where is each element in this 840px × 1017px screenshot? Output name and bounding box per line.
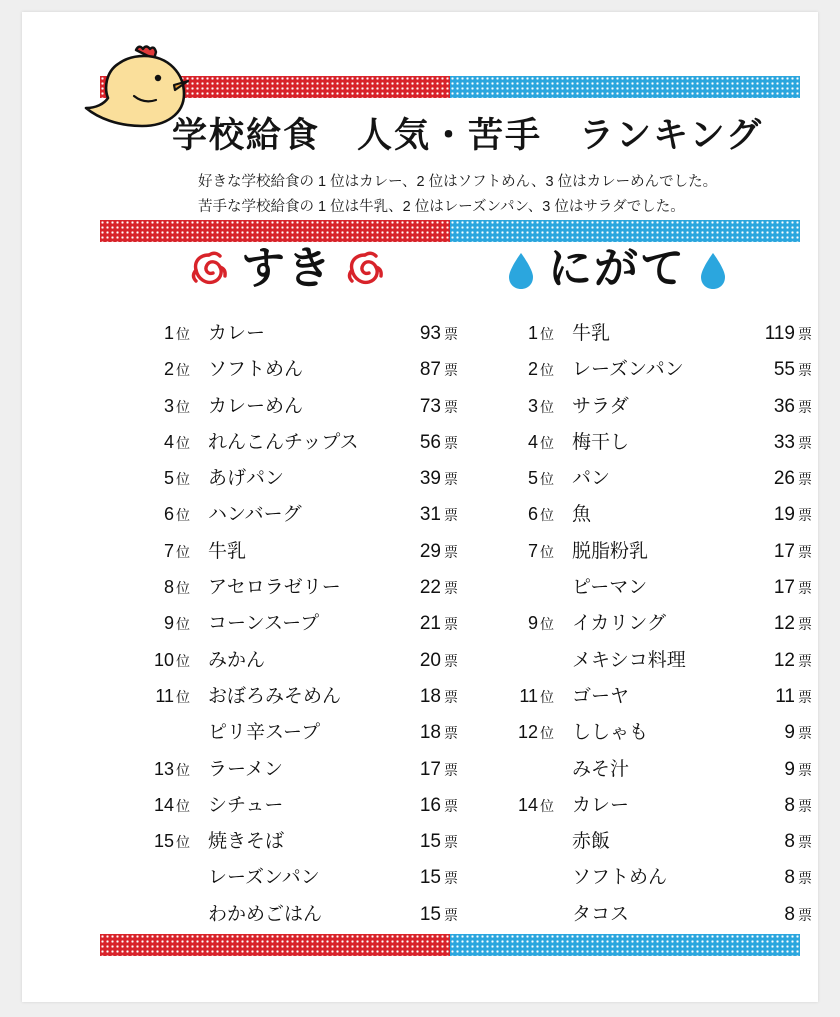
ranking-position-unit: 位	[176, 507, 190, 524]
menu-item-name: タコス	[572, 903, 630, 925]
vote-count-number: 26	[773, 468, 795, 490]
vote-count-number: 22	[419, 577, 441, 599]
ranking-row	[118, 608, 458, 644]
vote-count-number: 20	[419, 649, 441, 671]
vote-count-unit: 票	[798, 471, 812, 488]
menu-item-name: 焼きそば	[208, 831, 285, 853]
disliked-heading-text: にがて	[548, 244, 686, 293]
ranking-row	[118, 862, 458, 898]
vote-count	[372, 867, 458, 889]
menu-item-name: 牛乳	[208, 540, 247, 562]
ranking-position-unit: 位	[540, 507, 554, 524]
vote-count	[372, 504, 458, 526]
vote-count-number: 11	[775, 685, 795, 707]
vote-count-number: 21	[419, 613, 441, 635]
ranking-position	[118, 541, 190, 562]
ranking-position-number: 13	[153, 758, 174, 779]
ranking-position-number: 4	[527, 431, 538, 452]
ranking-position-unit: 位	[176, 652, 190, 669]
ranking-position-unit: 位	[176, 580, 190, 597]
ranking-position	[118, 359, 190, 380]
vote-count-number: 29	[419, 540, 441, 562]
ranking-position	[118, 686, 190, 707]
menu-item-name: コーンスープ	[208, 613, 320, 635]
ranking-position-number: 3	[527, 395, 538, 416]
vote-count-unit: 票	[798, 834, 812, 851]
vote-count	[726, 504, 812, 526]
poster-page	[22, 12, 818, 1002]
vote-count-unit: 票	[798, 725, 812, 742]
ranking-position-unit: 位	[176, 398, 190, 415]
water-drop-icon	[506, 247, 536, 291]
menu-item-name: 脱脂粉乳	[572, 540, 649, 562]
vote-count-number: 55	[773, 359, 795, 381]
bottom-bar-row	[100, 934, 800, 956]
ranking-position	[482, 795, 554, 816]
ranking-row	[482, 463, 812, 499]
menu-item-name: イカリング	[572, 613, 667, 635]
vote-count	[726, 577, 812, 599]
ranking-position	[482, 468, 554, 489]
ranking-position-unit: 位	[540, 326, 554, 342]
menu-item-name: あげパン	[208, 468, 285, 490]
lead-line-2: 苦手な学校給食の 1 位は牛乳、2 位はレーズンパン、3 位はサラダでした。	[198, 199, 685, 216]
vote-count-unit: 票	[444, 507, 458, 524]
vote-count-number: 19	[773, 504, 795, 526]
vote-count	[372, 323, 458, 345]
ranking-position-unit: 位	[540, 362, 554, 379]
ranking-position-number: 2	[163, 359, 174, 380]
ranking-position	[118, 795, 190, 816]
ranking-position-number: 2	[527, 359, 538, 380]
ranking-position-number: 15	[153, 831, 174, 852]
vote-count-unit: 票	[444, 725, 458, 742]
vote-count	[372, 686, 458, 708]
ranking-row	[118, 645, 458, 681]
vote-count-number: 15	[419, 831, 441, 853]
vote-count-unit: 票	[444, 834, 458, 851]
menu-item-name: おぼろみそめん	[208, 685, 342, 707]
vote-count-number: 15	[419, 903, 441, 925]
ranking-position	[482, 613, 554, 634]
vote-count	[372, 396, 458, 418]
ranking-position-number: 7	[527, 540, 538, 561]
menu-item-name: シチュー	[208, 794, 284, 816]
vote-count-number: 36	[773, 395, 795, 417]
ranking-row	[482, 318, 812, 354]
ranking-position-number: 12	[517, 722, 538, 743]
vote-count	[726, 795, 812, 817]
menu-item-name: 赤飯	[572, 831, 611, 853]
vote-count	[372, 541, 458, 563]
vote-count	[372, 613, 458, 635]
disliked-ranking-list	[482, 318, 812, 935]
vote-count-unit: 票	[444, 652, 458, 669]
vote-count	[726, 686, 812, 708]
ranking-position	[118, 468, 190, 489]
page-title: 学校給食 人気・苦手 ランキング	[172, 116, 763, 155]
vote-count-unit: 票	[444, 471, 458, 488]
vote-count	[372, 577, 458, 599]
ranking-row	[118, 463, 458, 499]
vote-count-unit: 票	[798, 870, 812, 887]
vote-count-unit: 票	[444, 580, 458, 597]
vote-count-number: 73	[419, 395, 441, 417]
ranking-position	[482, 541, 554, 562]
menu-item-name: ハンバーグ	[208, 504, 302, 526]
menu-item-name: れんこんチップス	[208, 431, 359, 453]
ranking-position-number: 8	[163, 577, 174, 598]
ranking-position-unit: 位	[540, 688, 554, 705]
vote-count-number: 15	[419, 867, 441, 889]
ranking-row	[118, 427, 458, 463]
lead-line-1: 好きな学校給食の 1 位はカレー、2 位はソフトめん、3 位はカレーめんでした。	[198, 174, 718, 190]
vote-count	[726, 468, 812, 490]
liked-section-heading	[122, 240, 452, 298]
vote-count-unit: 票	[444, 797, 458, 814]
ranking-position	[482, 432, 554, 453]
vote-count-number: 16	[419, 794, 441, 816]
vote-count-number: 12	[773, 649, 795, 671]
ranking-row	[482, 645, 812, 681]
vote-count-unit: 票	[444, 398, 458, 415]
ranking-position-number: 9	[163, 613, 174, 634]
ranking-position	[118, 759, 190, 780]
ranking-row	[118, 499, 458, 535]
vote-count-number: 9	[784, 758, 795, 780]
ranking-row	[482, 899, 812, 935]
vote-count-unit: 票	[798, 398, 812, 415]
vote-count-number: 31	[419, 504, 441, 526]
ranking-row	[482, 536, 812, 572]
vote-count-unit: 票	[798, 761, 812, 778]
bottom-bar-red	[100, 934, 450, 956]
ranking-position-number: 14	[153, 794, 174, 815]
menu-item-name: みそ汁	[572, 758, 630, 780]
ranking-position-unit: 位	[540, 398, 554, 415]
menu-item-name: パン	[572, 468, 611, 490]
menu-item-name: 牛乳	[572, 323, 611, 344]
vote-count	[726, 831, 812, 853]
vote-count-number: 18	[419, 722, 441, 744]
ranking-position-number: 11	[155, 685, 174, 706]
vote-count-unit: 票	[444, 434, 458, 451]
ranking-position-unit: 位	[540, 471, 554, 488]
ranking-position	[118, 323, 190, 344]
top-bar-blue	[450, 76, 800, 98]
ranking-position-unit: 位	[176, 326, 190, 342]
ranking-position-number: 1	[527, 323, 538, 343]
ranking-row	[118, 790, 458, 826]
ranking-row	[482, 572, 812, 608]
vote-count	[726, 867, 812, 889]
menu-item-name: ソフトめん	[572, 867, 668, 889]
ranking-row	[482, 754, 812, 790]
vote-count-unit: 票	[444, 761, 458, 778]
ranking-position-unit: 位	[176, 797, 190, 814]
vote-count-number: 33	[773, 431, 795, 453]
vote-count	[372, 722, 458, 744]
ranking-position	[118, 432, 190, 453]
vote-count-number: 8	[784, 903, 795, 925]
middle-bar-row	[100, 220, 800, 242]
vote-count-number: 12	[773, 613, 795, 635]
vote-count	[372, 650, 458, 672]
ranking-position-number: 6	[527, 504, 538, 525]
vote-count-unit: 票	[444, 543, 458, 560]
ranking-position	[482, 722, 554, 743]
vote-count-unit: 票	[444, 616, 458, 633]
menu-item-name: ししゃも	[572, 722, 649, 744]
menu-item-name: ピーマン	[572, 577, 648, 599]
vote-count-number: 17	[773, 540, 795, 562]
vote-count-unit: 票	[798, 507, 812, 524]
ranking-position-unit: 位	[176, 834, 190, 851]
menu-item-name: 魚	[572, 504, 592, 526]
ranking-position-unit: 位	[540, 616, 554, 633]
ranking-position-unit: 位	[176, 761, 190, 778]
ranking-position-number: 9	[527, 613, 538, 634]
ranking-position-unit: 位	[540, 725, 554, 742]
ranking-row	[482, 862, 812, 898]
ranking-position-unit: 位	[176, 434, 190, 451]
ranking-row	[118, 572, 458, 608]
ranking-position	[482, 396, 554, 417]
vote-count	[726, 759, 812, 781]
vote-count	[372, 759, 458, 781]
ranking-position-number: 5	[163, 468, 174, 489]
vote-count-number: 56	[419, 431, 441, 453]
vote-count-number: 87	[419, 359, 441, 381]
ranking-row	[482, 790, 812, 826]
vote-count-number: 8	[784, 831, 795, 853]
ranking-position-unit: 位	[540, 797, 554, 814]
vote-count-unit: 票	[444, 326, 458, 342]
ranking-position-number: 4	[163, 431, 174, 452]
menu-item-name: みかん	[208, 649, 266, 671]
ranking-position	[118, 577, 190, 598]
ranking-position	[118, 650, 190, 671]
ranking-row	[482, 717, 812, 753]
ranking-row	[482, 499, 812, 535]
ranking-row	[482, 608, 812, 644]
menu-item-name: カレー	[572, 794, 630, 816]
menu-item-name: レーズンパン	[208, 867, 320, 889]
lead-paragraph	[198, 170, 798, 221]
ranking-position-unit: 位	[176, 471, 190, 488]
ranking-position	[482, 359, 554, 380]
ranking-position	[118, 831, 190, 852]
vote-count-number: 9	[784, 722, 795, 744]
ranking-row	[118, 826, 458, 862]
vote-count-number: 17	[419, 758, 441, 780]
vote-count	[372, 795, 458, 817]
vote-count-number: 18	[419, 685, 441, 707]
ranking-position-unit: 位	[540, 434, 554, 451]
vote-count	[726, 396, 812, 418]
vote-count	[726, 904, 812, 926]
vote-count-unit: 票	[798, 543, 812, 560]
ranking-row	[482, 354, 812, 390]
liked-heading-text: すき	[241, 244, 333, 293]
vote-count-unit: 票	[444, 906, 458, 923]
ranking-position	[482, 686, 554, 707]
vote-count	[726, 613, 812, 635]
ranking-row	[482, 826, 812, 862]
vote-count-unit: 票	[798, 434, 812, 451]
menu-item-name: ラーメン	[208, 758, 284, 780]
ranking-position	[118, 396, 190, 417]
vote-count-number: 17	[773, 577, 795, 599]
vote-count	[726, 323, 812, 345]
ranking-row	[118, 681, 458, 717]
ranking-position-number: 7	[163, 540, 174, 561]
ranking-row	[482, 391, 812, 427]
ranking-row	[118, 754, 458, 790]
vote-count-unit: 票	[798, 326, 812, 342]
ranking-position-number: 1	[163, 323, 174, 343]
vote-count-number: 119	[764, 323, 795, 344]
ranking-position	[118, 504, 190, 525]
vote-count-unit: 票	[444, 870, 458, 887]
vote-count	[372, 831, 458, 853]
menu-item-name: カレー	[208, 323, 266, 344]
menu-item-name: わかめごはん	[208, 903, 323, 925]
ranking-row	[118, 354, 458, 390]
middle-bar-red	[100, 220, 450, 242]
vote-count-number: 93	[419, 323, 441, 344]
vote-count-unit: 票	[798, 362, 812, 379]
ranking-position-number: 6	[163, 504, 174, 525]
ranking-position-number: 14	[517, 794, 538, 815]
vote-count	[726, 359, 812, 381]
menu-item-name: ゴーヤ	[572, 685, 630, 707]
vote-count	[726, 722, 812, 744]
liked-ranking-list	[118, 318, 458, 935]
vote-count-unit: 票	[798, 652, 812, 669]
vote-count	[372, 468, 458, 490]
vote-count-number: 8	[784, 867, 795, 889]
menu-item-name: レーズンパン	[572, 359, 684, 381]
ranking-position-unit: 位	[540, 543, 554, 560]
vote-count-unit: 票	[798, 906, 812, 923]
vote-count	[726, 541, 812, 563]
menu-item-name: メキシコ料理	[572, 649, 686, 671]
vote-count-unit: 票	[798, 580, 812, 597]
ranking-position-unit: 位	[176, 362, 190, 379]
ranking-row	[118, 391, 458, 427]
ranking-position-unit: 位	[176, 688, 190, 705]
flower-icon	[189, 247, 229, 291]
water-drop-icon	[698, 247, 728, 291]
bottom-bar-blue	[450, 934, 800, 956]
disliked-section-heading	[452, 240, 782, 298]
vote-count-number: 8	[784, 794, 795, 816]
ranking-row	[118, 318, 458, 354]
vote-count	[372, 432, 458, 454]
menu-item-name: ピリ辛スープ	[208, 722, 321, 744]
ranking-position-unit: 位	[176, 616, 190, 633]
vote-count	[372, 904, 458, 926]
menu-item-name: アセロラゼリー	[208, 577, 341, 599]
ranking-position-number: 3	[163, 395, 174, 416]
menu-item-name: サラダ	[572, 395, 629, 417]
top-bar-row	[100, 76, 800, 98]
middle-bar-blue	[450, 220, 800, 242]
ranking-position	[482, 504, 554, 525]
ranking-position-number: 10	[153, 649, 174, 670]
ranking-position-unit: 位	[176, 543, 190, 560]
menu-item-name: カレーめん	[208, 395, 304, 417]
ranking-position	[482, 323, 554, 344]
ranking-row	[482, 427, 812, 463]
vote-count	[726, 650, 812, 672]
ranking-position	[118, 613, 190, 634]
ranking-row	[118, 536, 458, 572]
vote-count-unit: 票	[444, 362, 458, 379]
vote-count-unit: 票	[444, 688, 458, 705]
vote-count	[726, 432, 812, 454]
vote-count-number: 39	[419, 468, 441, 490]
ranking-row	[118, 717, 458, 753]
ranking-row	[118, 899, 458, 935]
ranking-row	[482, 681, 812, 717]
menu-item-name: ソフトめん	[208, 359, 304, 381]
vote-count	[372, 359, 458, 381]
vote-count-unit: 票	[798, 688, 812, 705]
ranking-position-number: 5	[527, 468, 538, 489]
vote-count-unit: 票	[798, 797, 812, 814]
flower-icon	[345, 247, 385, 291]
vote-count-unit: 票	[798, 616, 812, 633]
menu-item-name: 梅干し	[572, 431, 630, 453]
ranking-position-number: 11	[519, 685, 538, 706]
